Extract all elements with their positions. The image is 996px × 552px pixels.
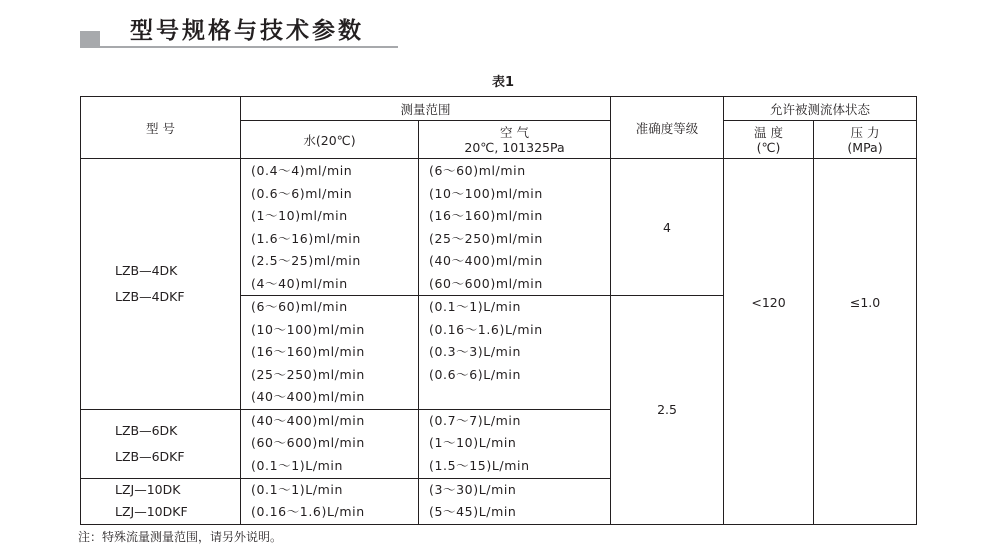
range-value: (60～600)ml/min — [429, 275, 543, 291]
header-model: 型 号 — [81, 97, 241, 159]
range-value: (10～100)ml/min — [251, 321, 365, 337]
header-water: 水(20℃) — [241, 121, 419, 159]
range-value: (6～60)ml/min — [429, 163, 526, 178]
header-pressure: 压 力 — [850, 124, 880, 140]
air-range-list — [419, 296, 611, 410]
range-value: (3～30)L/min — [429, 481, 517, 497]
range-value: (40～400)ml/min — [251, 389, 365, 404]
header-pressure-cell — [814, 121, 917, 159]
range-value: (16～160)ml/min — [251, 344, 365, 359]
range-value: (0.4～4)ml/min — [251, 163, 353, 178]
range-value: (0.1～1)L/min — [429, 299, 522, 314]
range-value: (1.5～15)L/min — [429, 457, 530, 473]
spec-table — [80, 96, 917, 525]
header-underline — [100, 46, 398, 48]
range-value: (25～250)ml/min — [251, 366, 365, 382]
range-value: (4～40)ml/min — [251, 275, 348, 291]
range-value: (2.5～25)ml/min — [251, 253, 361, 268]
model-name: LZB—4DKF — [115, 288, 185, 304]
range-value: (1.6～16)ml/min — [251, 230, 361, 246]
header-air-cell — [419, 121, 611, 159]
range-value: (0.1～1)L/min — [251, 457, 344, 473]
range-value: (0.6～6)ml/min — [251, 185, 353, 201]
range-value: (0.16～1.6)L/min — [251, 504, 365, 519]
range-value: (6～60)ml/min — [251, 299, 348, 314]
footnote: 注：特殊流量测量范围，请另外说明。 — [78, 530, 283, 544]
page-title: 型号规格与技术参数 — [130, 18, 364, 44]
accuracy-value: 4 — [611, 159, 724, 296]
range-value: (1～10)L/min — [429, 435, 517, 450]
water-range-list — [241, 478, 419, 524]
range-value — [429, 386, 610, 409]
header-air-condition: 20℃, 101325Pa — [464, 139, 565, 155]
range-value: (60～600)ml/min — [251, 435, 365, 450]
range-value: (0.6～6)L/min — [429, 366, 522, 382]
range-value: (5～45)L/min — [429, 504, 517, 519]
range-value: (40～400)ml/min — [429, 253, 543, 268]
range-value: (25～250)ml/min — [429, 230, 543, 246]
range-value: (40～400)ml/min — [251, 412, 365, 428]
model-name: LZB—6DKF — [115, 448, 185, 464]
header-temp: 温 度 — [754, 124, 783, 140]
model-cell-lzb6 — [81, 409, 241, 478]
range-value: (0.3～3)L/min — [429, 344, 522, 359]
header-pressure-unit: (MPa) — [847, 139, 883, 155]
header-temp-cell — [724, 121, 814, 159]
water-range-list — [241, 409, 419, 478]
air-range-list — [419, 409, 611, 478]
header-square-decoration — [80, 31, 100, 48]
model-cell-lzb4 — [81, 159, 241, 410]
model-name: LZJ—10DK — [115, 482, 181, 497]
header-temp-unit: (℃) — [756, 139, 781, 155]
header-fluid-state: 允许被测流体状态 — [724, 97, 917, 121]
range-value: (0.1～1)L/min — [251, 481, 344, 497]
range-value: (16～160)ml/min — [429, 208, 543, 223]
air-range-list — [419, 159, 611, 296]
header-range: 测量范围 — [241, 97, 611, 121]
range-value: (0.7～7)L/min — [429, 412, 522, 428]
table-caption: 表1 — [491, 75, 515, 90]
accuracy-value: 2.5 — [611, 296, 724, 525]
range-value: (10～100)ml/min — [429, 185, 543, 201]
header-air: 空 气 — [500, 124, 529, 140]
model-name: LZB—4DK — [115, 262, 178, 278]
model-name: LZB—6DK — [115, 422, 178, 438]
temp-value: <120 — [724, 159, 814, 525]
range-value: (0.16～1.6)L/min — [429, 321, 543, 337]
water-range-list — [241, 296, 419, 410]
model-cell-lzj10 — [81, 478, 241, 524]
water-range-list — [241, 159, 419, 296]
range-value: (1～10)ml/min — [251, 208, 348, 223]
model-name: LZJ—10DKF — [115, 504, 188, 519]
pressure-value: ≤1.0 — [814, 159, 917, 525]
header-accuracy: 准确度等级 — [611, 97, 724, 159]
air-range-list — [419, 478, 611, 524]
